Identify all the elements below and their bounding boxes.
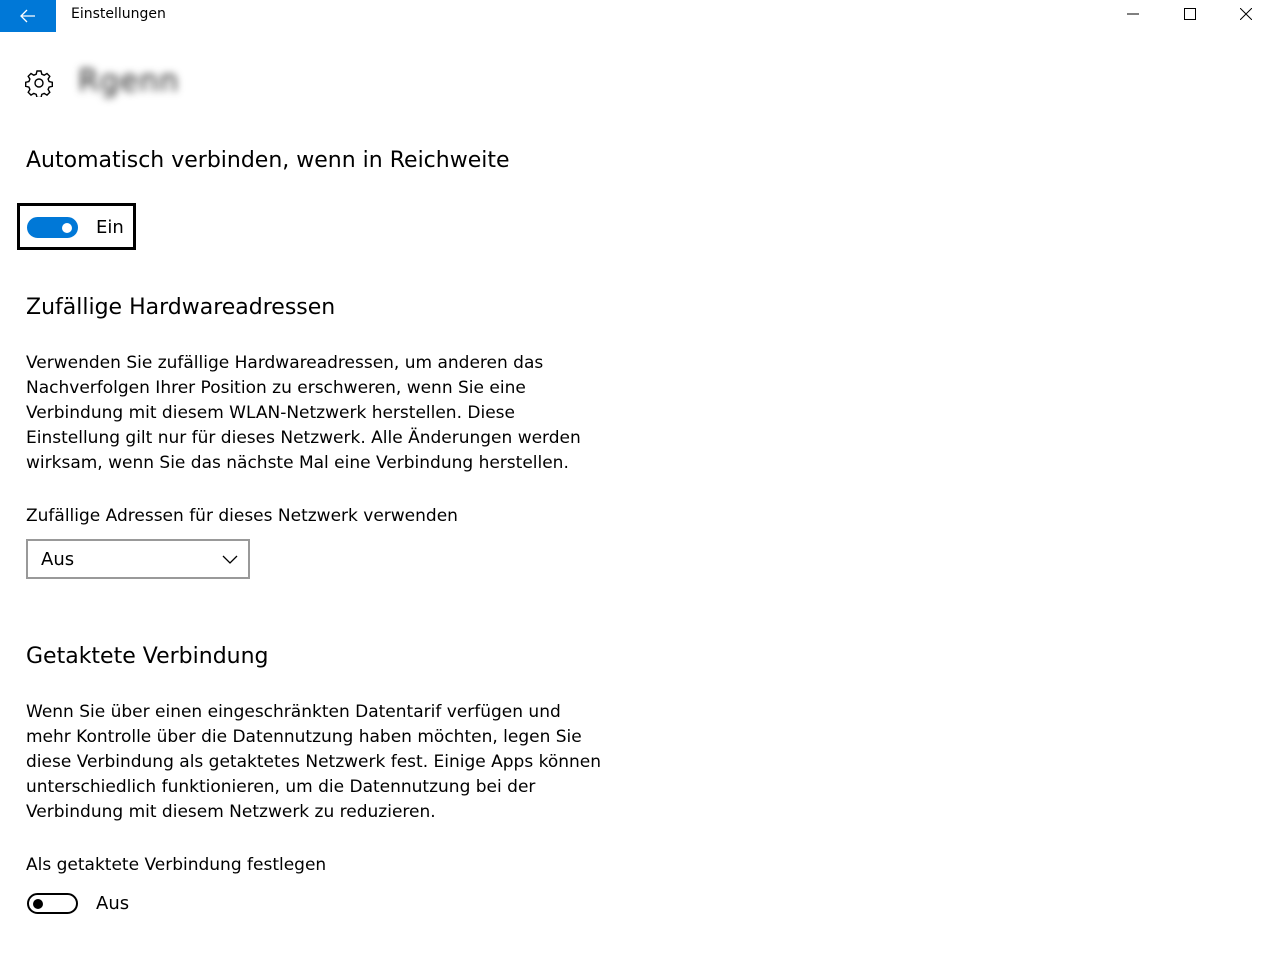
random-hw-select-value: Aus: [41, 549, 75, 570]
metered-description: Wenn Sie über einen eingeschränkten Datentarif verfügen und mehr Kontrolle über die Datennutzung haben möchten, legen Sie diese Verbindung als getaktetes Netzwerk fest. Einige Apps können unterschiedlich funktionieren, um die Datennutzung bei der Verbindung mit diesem Netzwerk zu reduzieren.: [26, 702, 602, 822]
minimize-icon: [1127, 8, 1139, 20]
network-name: Rgenn: [78, 64, 180, 99]
maximize-button[interactable]: [1162, 0, 1218, 28]
close-icon: [1240, 8, 1252, 20]
metered-toggle-caption: Als getaktete Verbindung festlegen: [26, 855, 327, 875]
toggle-knob: [33, 899, 43, 909]
auto-connect-toggle[interactable]: [27, 217, 78, 238]
random-hw-heading: Zufällige Hardwareadressen: [26, 295, 336, 320]
metered-state-label: Aus: [96, 893, 130, 914]
gear-icon: [25, 69, 53, 97]
title-bar: [0, 0, 1265, 32]
app-title: Einstellungen: [71, 6, 166, 22]
metered-toggle[interactable]: [27, 893, 78, 914]
close-button[interactable]: [1218, 0, 1265, 28]
toggle-knob: [62, 223, 72, 233]
random-hw-select[interactable]: [26, 539, 250, 579]
minimize-button[interactable]: [1105, 0, 1161, 28]
arrow-left-icon: [20, 9, 36, 23]
random-hw-select-label: Zufällige Adressen für dieses Netzwerk verwenden: [26, 506, 458, 526]
auto-connect-heading: Automatisch verbinden, wenn in Reichweite: [26, 148, 510, 173]
maximize-icon: [1184, 8, 1196, 20]
back-button[interactable]: [0, 0, 56, 32]
metered-heading: Getaktete Verbindung: [26, 644, 269, 669]
random-hw-description: Verwenden Sie zufällige Hardwareadressen, um anderen das Nachverfolgen Ihrer Position zu erschweren, wenn Sie eine Verbindung mit diesem WLAN-Netzwerk herstellen. Diese Einstellung gilt nur für dieses Netzwerk. Alle Änderungen werden wirksam, wenn Sie das nächste Mal eine Verbindung herstellen.: [26, 353, 581, 473]
chevron-down-icon: [222, 552, 238, 566]
auto-connect-state-label: Ein: [96, 217, 124, 238]
